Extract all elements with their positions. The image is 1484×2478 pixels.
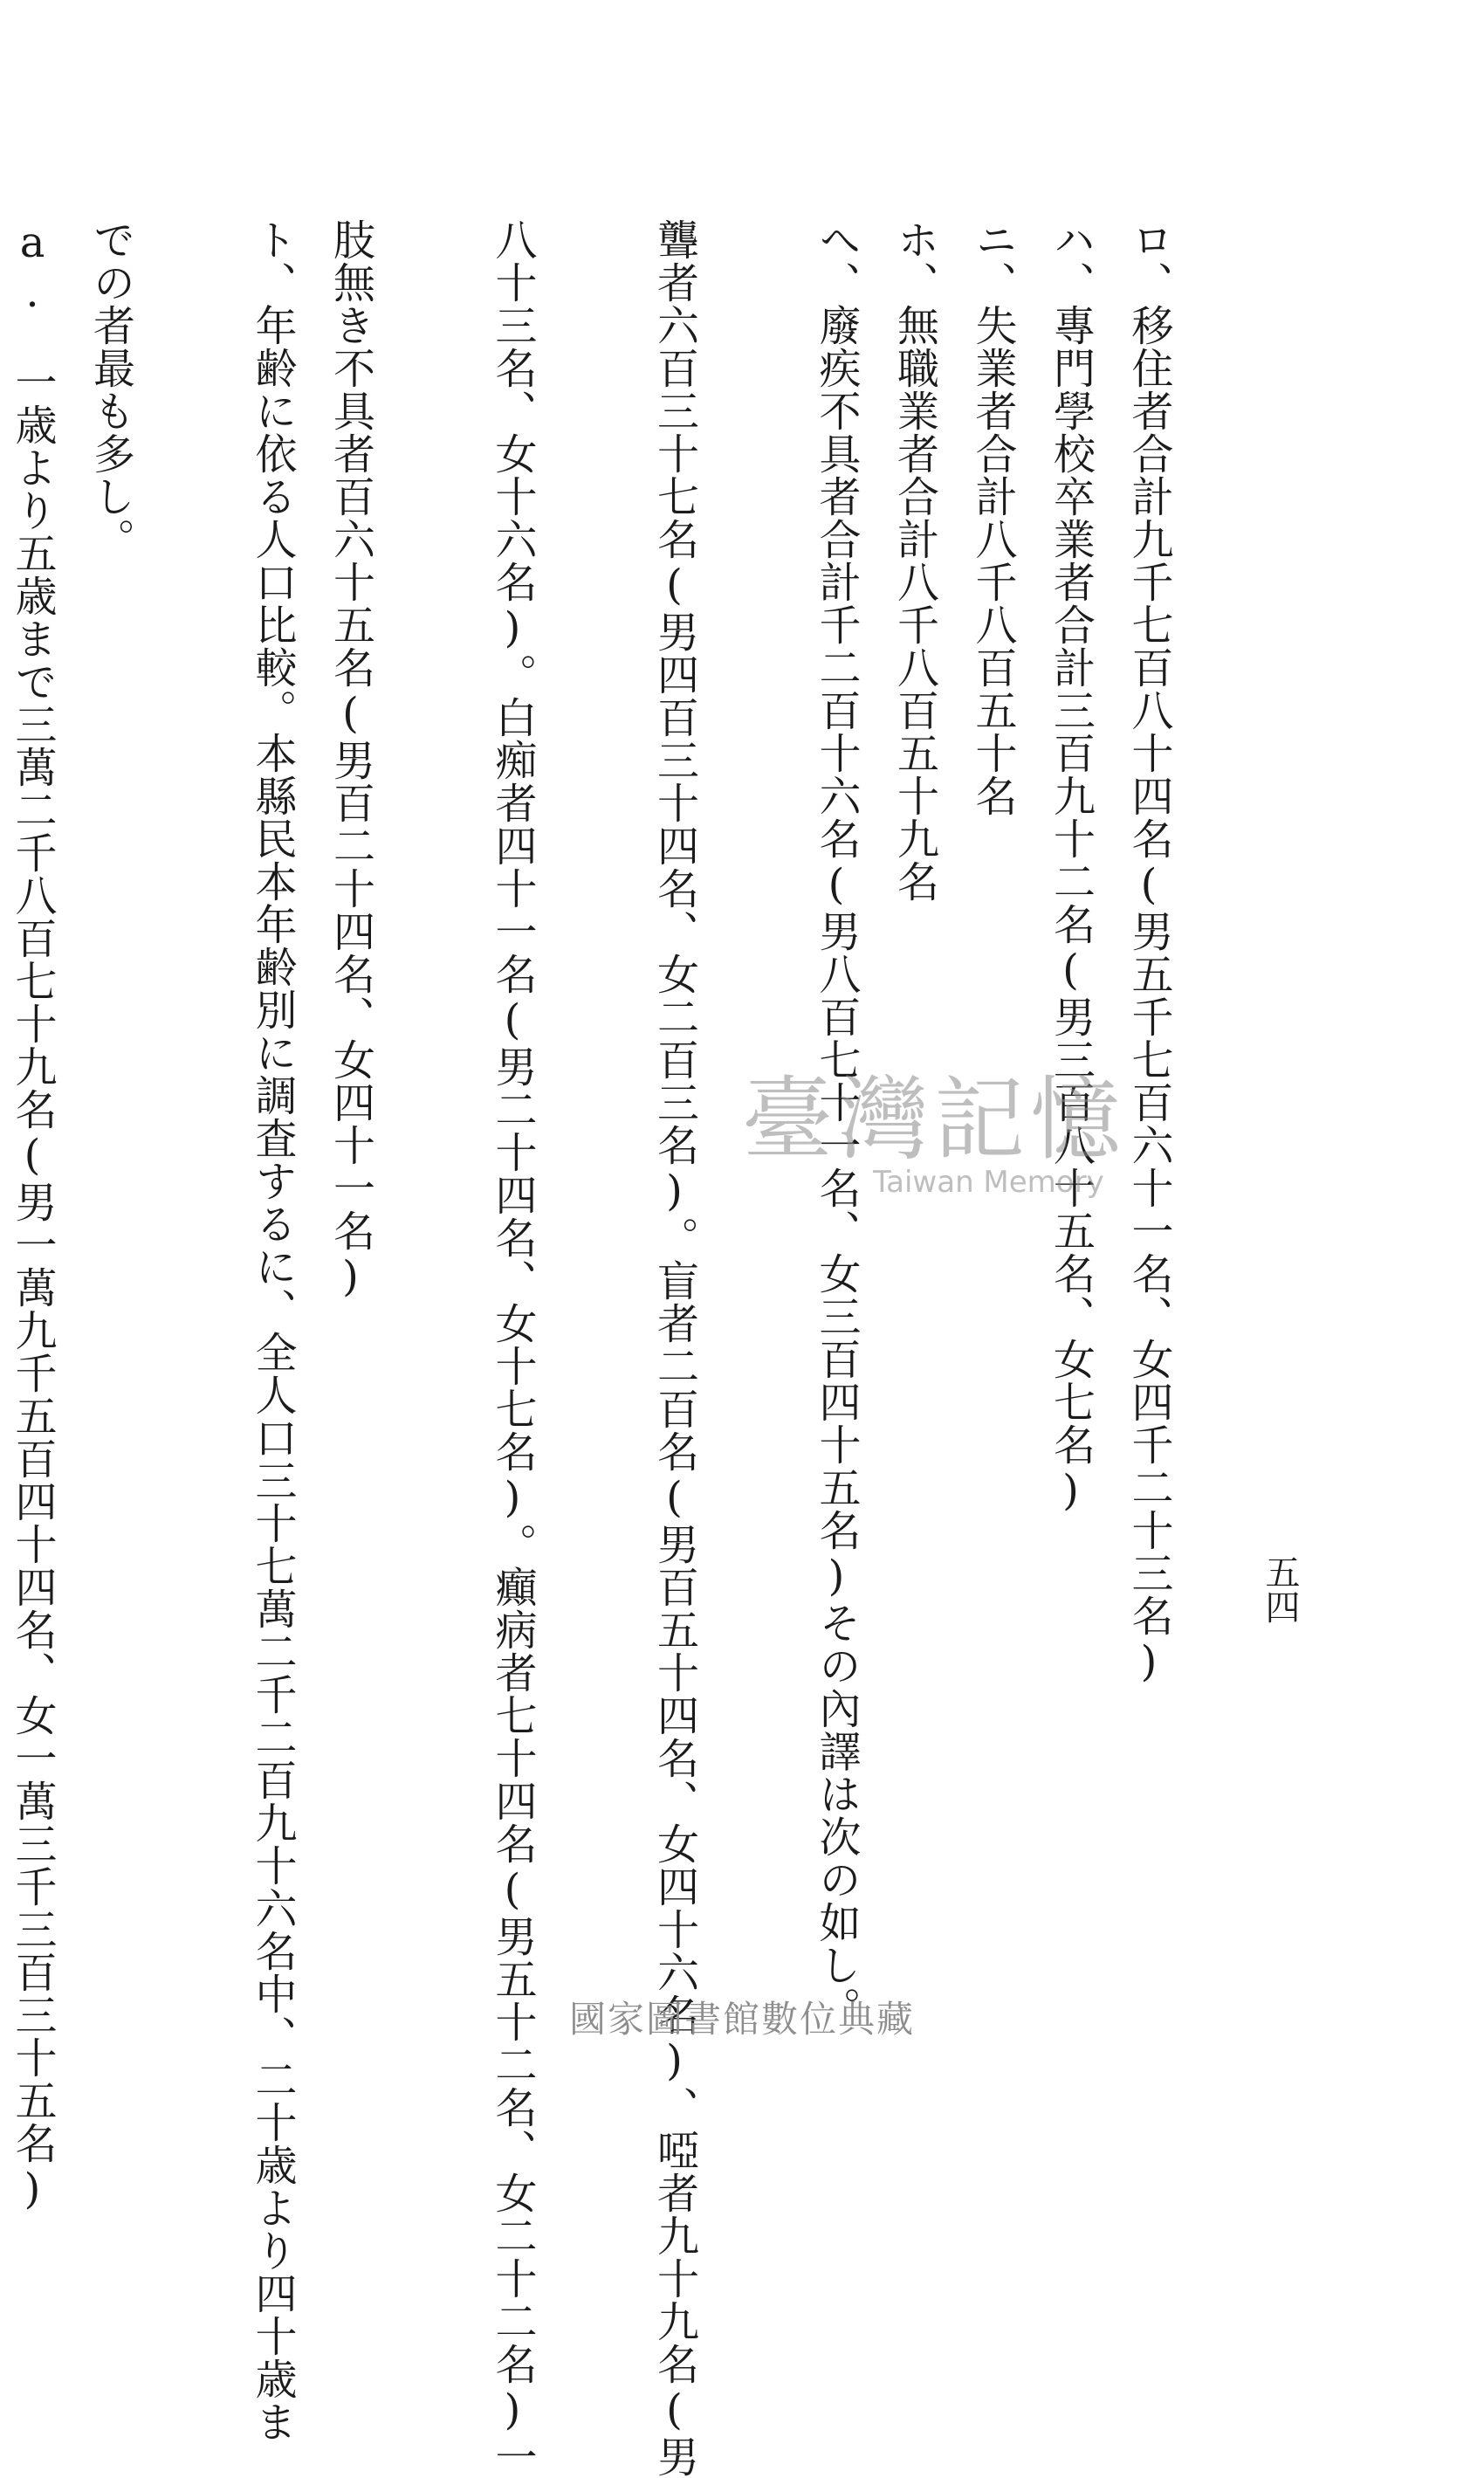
footer-credit: 國家圖書館數位典藏	[568, 1998, 915, 2041]
text-line: へ、廢疾不具者合計千二百十六名(男八百七十一名、女三百四十五名)その內譯は次の如し。	[812, 218, 861, 2029]
text-line: での者最も多し。	[86, 218, 135, 561]
text-line: ト、年齢に依る人口比較。本縣民本年齢別に調査するに、全人口三十七萬二千二百九十六名中、二十歳より四十歳ま	[248, 218, 297, 2443]
text-line: 肢無き不具者百六十五名(男百二十四名、女四十一名)	[326, 218, 375, 1302]
page-number: 五四	[1260, 1554, 1300, 1624]
text-line: a. 一歳より五歳まで三萬二千八百七十九名(男一萬九千五百四十四名、女一萬三千三百三十五名)	[8, 218, 57, 2214]
text-line: 八十三名、女十六名)。白痴者四十一名(男二十四名、女十七名)。癲病者七十四名(男五十二名、女二十二名)一	[488, 218, 537, 2478]
watermark-main: 臺灣記憶	[742, 1066, 1127, 1173]
text-line: ホ、無職業者合計八千八百五十九名	[890, 218, 939, 903]
text-line: ハ、專門學校卒業者合計三百九十二名(男三百八十五名、女七名)	[1046, 218, 1096, 1516]
text-line: ニ、失業者合計八千八百五十名	[968, 218, 1017, 817]
watermark-sub: Taiwan Memory	[873, 1165, 1104, 1200]
text-line: ロ、移住者合計九千七百八十四名(男五千七百六十一名、女四千二十三名)	[1124, 218, 1173, 1687]
text-line: 聾者六百三十七名(男四百三十四名、女二百三名)。盲者二百名(男百五十四名、女四十六名)、啞者九十九名(男	[649, 218, 699, 2478]
